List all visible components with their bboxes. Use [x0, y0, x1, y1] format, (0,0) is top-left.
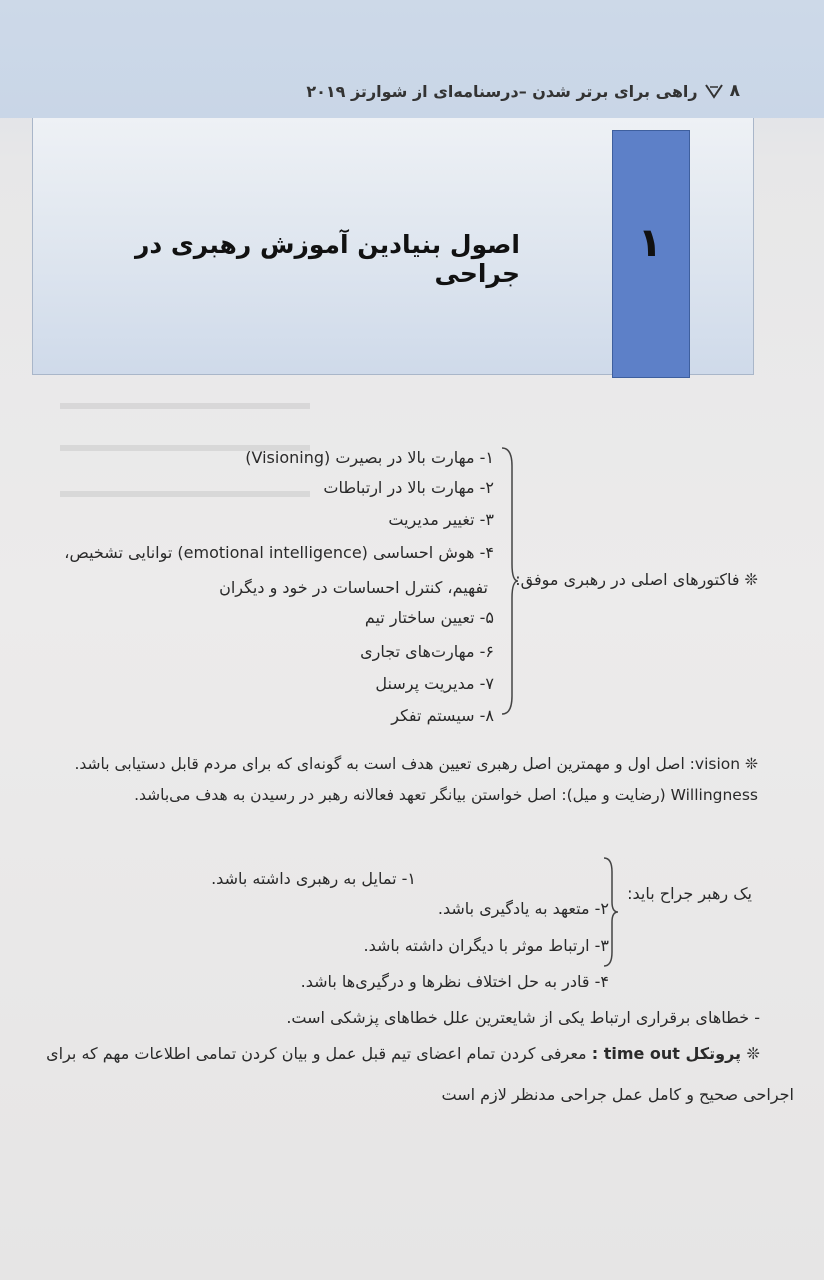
protocol-line2: اجراحی صحیح و کامل عمل جراحی مدنظر لازم است: [441, 1085, 794, 1104]
factor-item: ۳- تغییر مدیریت: [388, 510, 494, 529]
leader-item: ۱- تمایل به رهبری داشته باشد.: [211, 869, 416, 888]
running-header: [40, 78, 740, 104]
book-pen-icon: [704, 82, 724, 100]
vision-paragraph-line: ❊ vision: اصل اول و مهمترین اصل رهبری تعیین هدف است به گونه‌ای که برای مردم قابل دستیابی باشد.: [74, 755, 758, 773]
leader-item: ۲- متعهد به یادگیری باشد.: [437, 899, 609, 918]
leader-item: ۴- قادر به حل اختلاف نظرها و درگیری‌ها باشد.: [300, 972, 609, 991]
protocol-label: ❊ پروتکل time out :: [591, 1044, 760, 1063]
leader-item: ۳- ارتباط موثر با دیگران داشته باشد.: [363, 936, 609, 955]
chapter-title: اصول بنیادین آموزش رهبری در جراحی: [134, 230, 520, 288]
leader-label: یک رهبر جراح باید:: [627, 884, 752, 903]
protocol-line: [46, 1044, 760, 1063]
running-title: راهی برای برتر شدن –درسنامه‌ای از شوارتز ۲۰۱۹: [306, 81, 698, 101]
factor-item: ۸- سیستم تفکر: [391, 706, 494, 725]
page-number: ۸: [729, 81, 740, 101]
communication-note: - خطاهای برقراری ارتباط یکی از شایعترین علل خطاهای پزشکی است.: [286, 1008, 760, 1027]
factor-item: ۶- مهارت‌های تجاری: [360, 642, 494, 661]
willingness-line: Willingness (رضایت و میل): اصل خواستن بیانگر تعهد فعالانه رهبر در رسیدن به هدف می‌باشد.: [134, 786, 758, 804]
factor-item: تفهیم، کنترل احساسات در خود و دیگران: [219, 578, 488, 597]
factor-item: ۲- مهارت بالا در ارتباطات: [323, 478, 494, 497]
factors-label: ❊ فاکتورهای اصلی در رهبری موفق:: [515, 570, 758, 589]
factor-item: ۷- مدیریت پرسنل: [375, 674, 494, 693]
factor-item: ۵- تعیین ساختار تیم: [364, 608, 494, 627]
factor-item: ۴- هوش احساسی (emotional intelligence) توانایی تشخیص،: [64, 543, 494, 562]
chapter-number: ۱: [637, 220, 663, 266]
factor-item: ۱- مهارت بالا در بصیرت (Visioning): [245, 448, 494, 467]
leader-brace: [600, 856, 620, 968]
protocol-text: معرفی کردن تمام اعضای تیم قبل عمل و بیان کردن تمامی اطلاعات مهم که برای: [46, 1044, 587, 1063]
show-through-line: [60, 486, 310, 500]
show-through-line: [60, 398, 310, 412]
